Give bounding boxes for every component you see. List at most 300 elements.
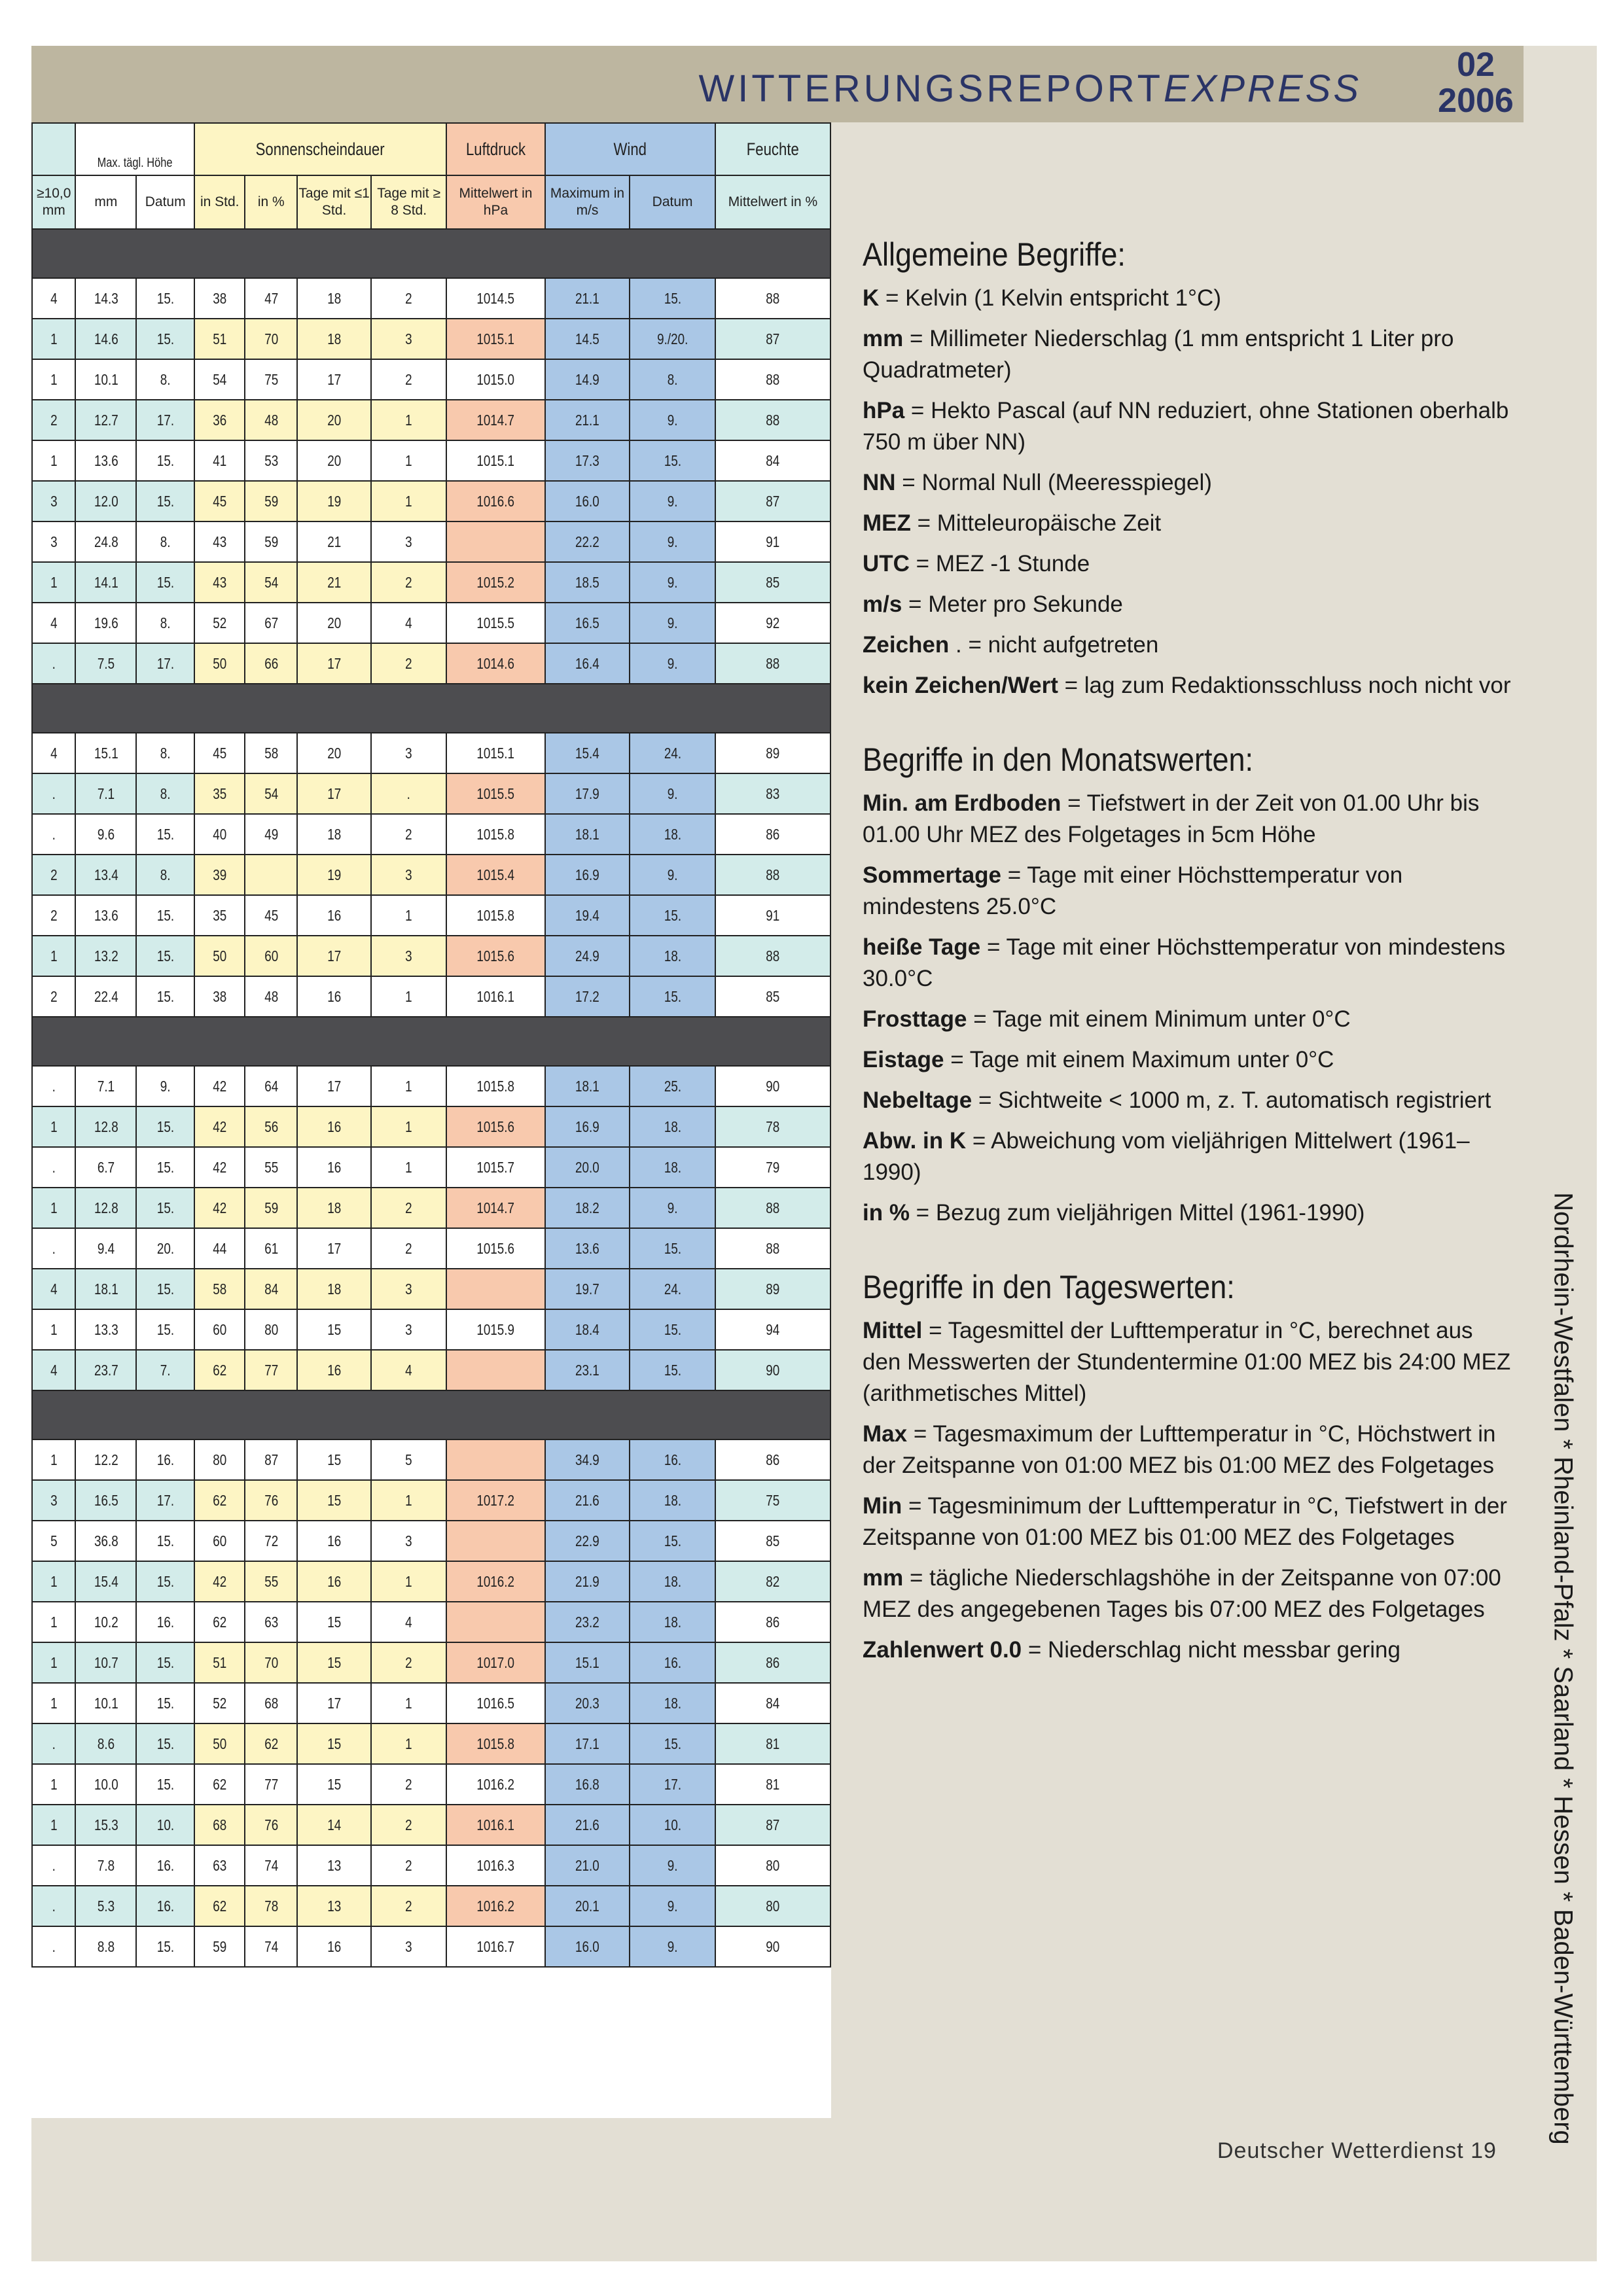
cell-value: 54 [213,370,227,388]
table-cell [245,440,297,481]
glossary-entry [863,1004,1517,1035]
cell-value: 15 [327,1451,342,1468]
glossary-term: Abw. in K [863,1128,967,1154]
cell-value: 66 [264,654,278,672]
glossary-definition: = Tage mit einer Höchsttemperatur von mindestens 30.0°C [863,934,1506,991]
cell-value: 17.3 [575,451,599,469]
cell-value: 1015.1 [476,451,515,469]
table-cell [715,1439,830,1480]
cell-value: 15. [156,1735,174,1752]
cell-value: 61 [264,1239,278,1257]
cell-value: 9. [667,614,678,631]
cell-value: 2 [405,1856,412,1874]
cell-value: 18.4 [575,1320,599,1338]
cell-value: 1016.2 [476,1897,515,1915]
table-cell [545,1188,630,1228]
table-cell [32,1764,75,1805]
cell-value: 78 [766,1118,780,1135]
cell-value: 64 [264,1077,278,1095]
table-cell [75,1188,136,1228]
table-cell [446,1602,545,1642]
col-days-ge8h: Tage mit ≥ 8 Std. [371,175,446,229]
glossary-definition: = lag zum Redaktionsschluss noch nicht vor [1058,673,1511,698]
table-cell [545,521,630,562]
table-cell [297,1269,371,1309]
cell-value: 4 [405,1613,412,1631]
table-cell [32,814,75,855]
table-cell [297,733,371,773]
table-cell [297,936,371,976]
cell-value: 7.8 [97,1856,115,1874]
cell-value: 9. [667,1199,678,1216]
cell-value: 88 [766,411,780,429]
table-cell [545,359,630,400]
cell-value: 3 [405,330,412,347]
cell-value: 1 [405,1694,412,1712]
cell-value: 84 [766,1694,780,1712]
table-cell [715,1066,830,1106]
table-cell [194,1602,245,1642]
table-cell [446,603,545,643]
cell-value: 1014.6 [476,654,515,672]
cell-value: 1 [50,1320,58,1338]
cell-value: 17. [156,654,174,672]
cell-value: 17 [327,1694,342,1712]
cell-value: 16. [664,1451,681,1468]
cell-value: 1016.7 [476,1937,515,1955]
cell-value: 19.6 [94,614,118,631]
glossary-definition: = Tage mit einem Maximum unter 0°C [944,1047,1334,1072]
table-cell [194,936,245,976]
cell-value: 62 [213,1491,227,1509]
cell-value: 2 [50,906,58,924]
glossary-term: hPa [863,398,905,423]
cell-value: 1015.4 [476,866,515,883]
cell-value: 1 [50,1816,58,1833]
cell-value: 3 [50,492,58,510]
table-cell [297,1188,371,1228]
cell-value: 18.2 [575,1199,599,1216]
table-cell [194,1066,245,1106]
col-days-le1h: Tage mit ≤1 Std. [297,175,371,229]
cell-value: 85 [766,1532,780,1549]
cell-value: 15. [156,1775,174,1793]
table-cell [371,1926,446,1967]
table-cell [194,562,245,603]
table-cell [297,1480,371,1521]
table-row [32,1886,830,1926]
cell-value: 16 [327,1937,342,1955]
cell-value: 1 [405,1572,412,1590]
glossary-definition: = Tagesmittel der Lufttemperatur in °C, berechnet aus den Messwerten der Stundentermine 01:00 MEZ bis 24:00 MEZ (arithmetisches Mittel) [863,1318,1511,1406]
table-cell [446,1926,545,1967]
cell-value: 18 [327,1280,342,1298]
col-humidity-mean: Mittelwert in % [715,175,830,229]
table-cell [136,319,194,359]
cell-value: 1016.1 [476,1816,515,1833]
glossary-term: UTC [863,551,910,576]
cell-value: 50 [213,947,227,964]
issue-badge [1428,46,1524,122]
table-cell [32,1886,75,1926]
section-separator-cell [32,684,830,733]
cell-value: 1 [50,451,58,469]
cell-value: 15. [156,825,174,843]
table-cell [715,1723,830,1764]
table-cell [545,400,630,440]
table-cell [32,1521,75,1561]
glossary-section [863,236,1517,701]
cell-value: 15. [156,1937,174,1955]
table-cell [545,1926,630,1967]
table-cell [630,1228,715,1269]
cell-value: 1 [50,370,58,388]
table-cell [630,603,715,643]
table-cell [194,1642,245,1683]
cell-value: 20 [327,451,342,469]
table-cell [446,976,545,1017]
cell-value: 54 [264,785,278,802]
cell-value: 15. [664,451,681,469]
cell-value: 70 [264,1653,278,1671]
table-cell [245,1602,297,1642]
cell-value: 1 [50,1118,58,1135]
cell-value: 9. [667,492,678,510]
cell-value: 20.0 [575,1158,599,1176]
table-row [32,1764,830,1805]
table-cell [32,562,75,603]
cell-value: 9./20. [656,330,688,347]
table-cell [545,1723,630,1764]
glossary-entry [863,1634,1517,1666]
col-sun-hours: in Std. [194,175,245,229]
cell-value: 63 [213,1856,227,1874]
cell-value: 13.6 [575,1239,599,1257]
table-cell [630,1188,715,1228]
table-row [32,1683,830,1723]
glossary-section [863,741,1517,1229]
table-cell [371,1764,446,1805]
cell-value: 15. [664,1239,681,1257]
table-cell [371,481,446,521]
table-row [32,1228,830,1269]
table-cell [446,1269,545,1309]
glossary-entry [863,788,1517,851]
table-cell [297,1723,371,1764]
table-cell [136,773,194,814]
table-cell [136,1480,194,1521]
table-cell [715,359,830,400]
table-cell [32,319,75,359]
table-cell [32,1602,75,1642]
cell-value: 3 [405,1280,412,1298]
cell-value: 18. [664,825,681,843]
cell-value: 16.9 [575,866,599,883]
cell-value: 80 [213,1451,227,1468]
table-cell [446,1228,545,1269]
table-cell [545,440,630,481]
glossary-term: Eistage [863,1047,944,1072]
cell-value: 15. [156,1199,174,1216]
cell-value: 14.1 [94,573,118,591]
cell-value: 17.2 [575,987,599,1005]
cell-value: 15. [156,573,174,591]
table-cell [136,1602,194,1642]
cell-value: 45 [213,492,227,510]
table-cell [136,1106,194,1147]
table-cell [136,1926,194,1967]
table-cell [446,521,545,562]
cell-value: 6.7 [97,1158,115,1176]
table-cell [32,1642,75,1683]
cell-value: 1 [405,1118,412,1135]
table-cell [75,773,136,814]
table-cell [371,643,446,684]
glossary-section-title: Allgemeine Begriffe: [863,236,1126,273]
table-cell [715,643,830,684]
table-cell [75,1147,136,1188]
cell-value: 38 [213,987,227,1005]
table-cell [194,1926,245,1967]
table-cell [32,440,75,481]
table-cell [245,1723,297,1764]
wind-group-header: Wind [545,123,715,175]
cell-value: 1015.5 [476,785,515,802]
cell-value: 1016.3 [476,1856,515,1874]
cell-value: 16.5 [575,614,599,631]
cell-value: 1 [50,330,58,347]
cell-value: 82 [766,1572,780,1590]
cell-value: 15.1 [94,744,118,762]
table-row [32,521,830,562]
cell-value: 56 [264,1118,278,1135]
issue-year: 2006 [1438,82,1514,120]
cell-value: 18. [664,1694,681,1712]
cell-value: 15. [156,1118,174,1135]
cell-value: 18 [327,1199,342,1216]
table-cell [75,1350,136,1390]
table-cell [297,440,371,481]
table-cell [297,1439,371,1480]
cell-value: 18 [327,330,342,347]
table-cell [630,814,715,855]
cell-value: 3 [405,1532,412,1549]
table-cell [194,1188,245,1228]
cell-value: 16.8 [575,1775,599,1793]
table-cell [371,359,446,400]
glossary-entry [863,932,1517,995]
cell-value: 24.9 [575,947,599,964]
table-cell [245,1926,297,1967]
table-cell [371,814,446,855]
table-cell [715,1845,830,1886]
cell-value: 8. [160,614,171,631]
cell-value: 8. [160,785,171,802]
table-cell [545,1805,630,1845]
table-cell [545,481,630,521]
table-cell [75,481,136,521]
table-cell [545,1642,630,1683]
table-cell [136,440,194,481]
table-cell [297,1683,371,1723]
cell-value: 4 [50,614,58,631]
table-cell [75,1309,136,1350]
table-cell [630,976,715,1017]
table-cell [32,1106,75,1147]
table-row [32,1642,830,1683]
glossary-term: Min [863,1493,902,1519]
table-cell [245,1683,297,1723]
table-cell [136,895,194,936]
table-cell [446,1106,545,1147]
table-cell [245,1066,297,1106]
table-cell [194,359,245,400]
table-cell [194,1228,245,1269]
cell-value: 85 [766,987,780,1005]
cell-value: 9. [667,1897,678,1915]
glossary-definition: = Bezug zum vieljährigen Mittel (1961-1990) [909,1200,1365,1226]
table-cell [446,1188,545,1228]
table-cell [297,603,371,643]
table-cell [245,895,297,936]
cell-value: 9. [667,1937,678,1955]
cell-value: 68 [213,1816,227,1833]
table-cell [75,1066,136,1106]
table-cell [32,1309,75,1350]
table-cell [136,1066,194,1106]
table-cell [136,1309,194,1350]
table-cell [32,1723,75,1764]
table-cell [194,440,245,481]
table-cell [297,1350,371,1390]
cell-value: 21 [327,573,342,591]
table-cell [630,1845,715,1886]
cell-value: 18. [664,1491,681,1509]
table-cell [32,1845,75,1886]
table-cell [446,1886,545,1926]
cell-value: 15. [156,1320,174,1338]
table-cell [297,1886,371,1926]
table-row [32,1926,830,1967]
cell-value: 12.2 [94,1451,118,1468]
cell-value: 12.0 [94,492,118,510]
title-main: WITTERUNGSREPORT [698,67,1164,110]
table-cell [75,1106,136,1147]
table-cell [32,895,75,936]
cell-value: 10. [664,1816,681,1833]
cell-value: 14.5 [575,330,599,347]
cell-value: 10.2 [94,1613,118,1631]
cell-value: 60 [264,947,278,964]
glossary-definition: = Meter pro Sekunde [902,592,1123,617]
table-row [32,440,830,481]
cell-value: 2 [50,866,58,883]
sun-group-header: Sonnenscheindauer [194,123,446,175]
cell-value: 13.6 [94,906,118,924]
table-cell [136,278,194,319]
table-cell [245,603,297,643]
issue-month: 02 [1457,46,1495,84]
cell-value: 17 [327,654,342,672]
table-row [32,1269,830,1309]
cell-value: 86 [766,1451,780,1468]
cell-value: 5.3 [97,1897,115,1915]
table-cell [545,278,630,319]
table-cell [245,359,297,400]
cell-value: 77 [264,1361,278,1379]
cell-value: 17 [327,1239,342,1257]
table-cell [545,1683,630,1723]
table-cell [630,319,715,359]
climate-data-table [31,122,831,1968]
glossary-entry [863,629,1517,661]
table-cell [630,643,715,684]
table-cell [630,1764,715,1805]
cell-value: 2 [405,654,412,672]
glossary-term: in % [863,1200,910,1226]
cell-value: 44 [213,1239,227,1257]
table-cell [136,359,194,400]
cell-value: 3 [50,1491,58,1509]
cell-value: 2 [405,1199,412,1216]
table-cell [136,521,194,562]
table-cell [371,976,446,1017]
table-cell [245,773,297,814]
table-cell [245,1350,297,1390]
cell-value: 39 [213,866,227,883]
table-cell [715,1886,830,1926]
table-cell [136,1561,194,1602]
cell-value: 1 [50,1199,58,1216]
table-cell [545,936,630,976]
table-cell [630,773,715,814]
table-cell [32,1350,75,1390]
table-cell [371,855,446,895]
cell-value: 80 [264,1320,278,1338]
cell-value: 20 [327,411,342,429]
cell-value: 15. [156,1653,174,1671]
table-cell [630,1521,715,1561]
table-cell [630,1350,715,1390]
table-cell [446,481,545,521]
cell-value: 16.9 [575,1118,599,1135]
glossary-term: kein Zeichen/Wert [863,673,1058,698]
table-row [32,1106,830,1147]
table-cell [630,359,715,400]
cell-value: 16.4 [575,654,599,672]
table-cell [32,1561,75,1602]
table-cell [371,1480,446,1521]
table-cell [715,936,830,976]
table-cell [75,400,136,440]
table-cell [194,1309,245,1350]
cell-value: 20 [327,614,342,631]
side-label-region [1537,1192,1589,2145]
cell-value: 15 [327,1613,342,1631]
table-cell [446,1521,545,1561]
cell-value: 3 [50,533,58,550]
table-cell [446,1350,545,1390]
table-cell [630,1269,715,1309]
cell-value: 67 [264,614,278,631]
table-cell [715,1269,830,1309]
glossary-definition: = Hekto Pascal (auf NN reduziert, ohne Stationen oberhalb 750 m über NN) [863,398,1509,455]
cell-value: 3 [405,533,412,550]
cell-value: 85 [766,573,780,591]
table-cell [297,1642,371,1683]
cell-value: 15. [156,1532,174,1549]
table-cell [245,976,297,1017]
